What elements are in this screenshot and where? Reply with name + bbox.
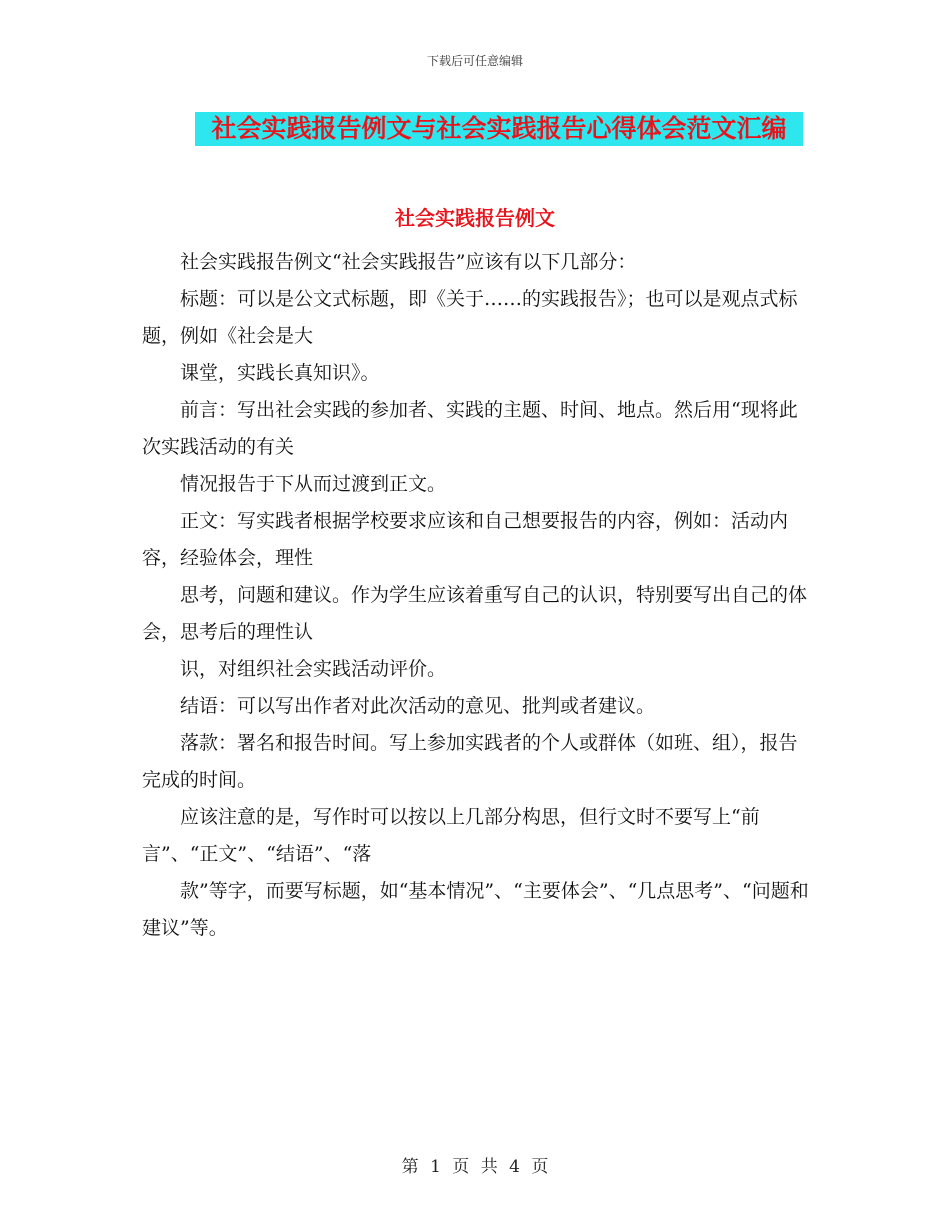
paragraph: 结语：可以写出作者对此次活动的意见、批判或者建议。 <box>180 695 656 717</box>
header-note: 下载后可任意编辑 <box>426 54 523 68</box>
document-title: 社会实践报告例文与社会实践报告心得体会范文汇编 <box>195 112 803 146</box>
paragraph: 情况报告于下从而过渡到正文。 <box>180 473 447 495</box>
paragraph: 正文：写实践者根据学校要求应该和自己想要报告的内容，例如：活动内容，经验体会，理性 <box>142 510 789 569</box>
paragraph: 社会实践报告例文“社会实践报告”应该有以下几部分： <box>180 251 637 273</box>
paragraph: 课堂，实践长真知识》。 <box>180 362 380 384</box>
paragraph: 识，对组织社会实践活动评价。 <box>180 658 447 680</box>
paragraph: 款”等字，而要写标题，如“基本情况”、“主要体会”、“几点思考”、“问题和建议”等。 <box>142 880 809 939</box>
paragraph: 应该注意的是，写作时可以按以上几部分构思，但行文时不要写上“前言”、“正文”、“结语”、“落 <box>142 806 760 865</box>
section-title: 社会实践报告例文 <box>395 206 555 230</box>
paragraph: 思考，问题和建议。作为学生应该着重写自己的认识，特别要写出自己的体会，思考后的理性认 <box>142 584 808 643</box>
document-body <box>142 244 810 947</box>
paragraph: 标题：可以是公文式标题，即《关于……的实践报告》；也可以是观点式标题，例如《社会是大 <box>142 288 798 347</box>
paragraph: 前言：写出社会实践的参加者、实践的主题、时间、地点。然后用“现将此次实践活动的有关 <box>142 399 798 458</box>
paragraph: 落款：署名和报告时间。写上参加实践者的个人或群体（如班、组），报告完成的时间。 <box>142 732 798 791</box>
page-indicator: 第 1 页 共 4 页 <box>401 1157 549 1177</box>
